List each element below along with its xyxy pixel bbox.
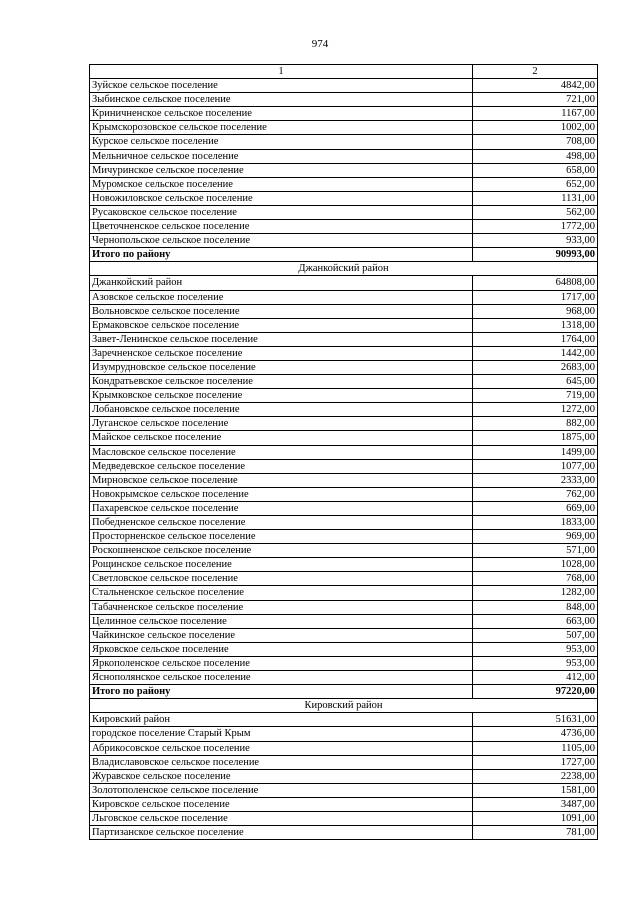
column-header-2: 2 [473,65,598,79]
settlement-name: Рощинское сельское поселение [90,558,473,572]
amount-value: 669,00 [473,501,598,515]
amount-value: 1875,00 [473,431,598,445]
amount-value: 1272,00 [473,403,598,417]
settlement-name: Новокрымское сельское поселение [90,487,473,501]
amount-value: 1282,00 [473,586,598,600]
amount-value: 1028,00 [473,558,598,572]
settlement-name: Светловское сельское поселение [90,572,473,586]
table-row [90,205,598,219]
total-value: 90993,00 [473,248,598,262]
section-title: Джанкойский район [90,262,598,276]
amount-value: 3487,00 [473,797,598,811]
settlement-name: Крымскорозовское сельское поселение [90,121,473,135]
settlement-name: Яркополенское сельское поселение [90,656,473,670]
table-row [90,473,598,487]
table-row [90,445,598,459]
table-row [90,501,598,515]
settlement-name: Целинное сельское поселение [90,614,473,628]
amount-value: 1105,00 [473,741,598,755]
table-row [90,191,598,205]
amount-value: 652,00 [473,177,598,191]
table-row [90,304,598,318]
amount-value: 663,00 [473,614,598,628]
table-row [90,642,598,656]
amount-value: 1581,00 [473,783,598,797]
table-row [90,360,598,374]
settlement-name: Русаковское сельское поселение [90,205,473,219]
amount-value: 571,00 [473,544,598,558]
settlement-name: Ярковское сельское поселение [90,642,473,656]
settlement-name: Мирновское сельское поселение [90,473,473,487]
settlement-name: Чернопольское сельское поселение [90,234,473,248]
settlement-name: Зуйское сельское поселение [90,79,473,93]
table-row [90,121,598,135]
amount-value: 1077,00 [473,459,598,473]
amount-value: 953,00 [473,656,598,670]
amount-value: 1091,00 [473,811,598,825]
page-number: 974 [311,38,329,50]
amount-value: 4736,00 [473,727,598,741]
amount-value: 658,00 [473,163,598,177]
amount-value: 2683,00 [473,360,598,374]
settlement-name: Джанкойский район [90,276,473,290]
amount-value: 2333,00 [473,473,598,487]
amount-value: 708,00 [473,135,598,149]
settlement-name: городское поселение Старый Крым [90,727,473,741]
table-row [90,290,598,304]
amount-value: 1318,00 [473,318,598,332]
settlement-name: Абрикосовское сельское поселение [90,741,473,755]
table-row [90,797,598,811]
table-row [90,459,598,473]
table-row [90,276,598,290]
settlement-name: Цветочненское сельское поселение [90,220,473,234]
settlement-name: Азовское сельское поселение [90,290,473,304]
amount-value: 848,00 [473,600,598,614]
table-row [90,516,598,530]
table-row [90,713,598,727]
table-header-row [90,65,598,79]
amount-value: 51631,00 [473,713,598,727]
settlement-name: Новожиловское сельское поселение [90,191,473,205]
table-row [90,177,598,191]
table-row [90,93,598,107]
total-label: Итого по району [90,248,473,262]
settlement-name: Владиславовское сельское поселение [90,755,473,769]
settlement-name: Просторненское сельское поселение [90,530,473,544]
amount-value: 645,00 [473,375,598,389]
amount-value: 507,00 [473,628,598,642]
amount-value: 1131,00 [473,191,598,205]
amount-value: 562,00 [473,205,598,219]
amount-value: 412,00 [473,671,598,685]
table-row [90,163,598,177]
settlement-name: Майское сельское поселение [90,431,473,445]
table-row [90,727,598,741]
settlement-name: Партизанское сельское поселение [90,826,473,840]
amount-value: 968,00 [473,304,598,318]
amount-value: 933,00 [473,234,598,248]
settlement-name: Зыбинское сельское поселение [90,93,473,107]
total-label: Итого по району [90,685,473,699]
settlement-name: Крымковское сельское поселение [90,389,473,403]
settlement-name: Завет-Ленинское сельское поселение [90,332,473,346]
amount-value: 1772,00 [473,220,598,234]
table-row [90,375,598,389]
settlement-name: Курское сельское поселение [90,135,473,149]
settlement-name: Победненское сельское поселение [90,516,473,530]
amount-value: 1833,00 [473,516,598,530]
settlement-name: Муромское сельское поселение [90,177,473,191]
table-row [90,220,598,234]
table-row [90,389,598,403]
settlement-name: Журавское сельское поселение [90,769,473,783]
settlement-name: Изумрудновское сельское поселение [90,360,473,374]
table-row [90,530,598,544]
table-row [90,600,598,614]
section-title: Кировский район [90,699,598,713]
table-row [90,586,598,600]
settlement-name: Чайкинское сельское поселение [90,628,473,642]
settlement-name: Золотополенское сельское поселение [90,783,473,797]
table-body [90,79,598,840]
settlement-name: Стальненское сельское поселение [90,586,473,600]
settlement-name: Кировское сельское поселение [90,797,473,811]
settlement-name: Луганское сельское поселение [90,417,473,431]
settlement-name: Лобановское сельское поселение [90,403,473,417]
amount-value: 1442,00 [473,346,598,360]
section-header-row [90,699,598,713]
settlement-name: Пахаревское сельское поселение [90,501,473,515]
table-row [90,558,598,572]
amount-value: 969,00 [473,530,598,544]
amount-value: 1167,00 [473,107,598,121]
table-row [90,431,598,445]
table-row [90,614,598,628]
total-value: 97220,00 [473,685,598,699]
budget-table [89,64,598,840]
table-row [90,403,598,417]
amount-value: 781,00 [473,826,598,840]
settlement-name: Масловское сельское поселение [90,445,473,459]
table-row [90,826,598,840]
settlement-name: Роскошненское сельское поселение [90,544,473,558]
settlement-name: Мельничное сельское поселение [90,149,473,163]
amount-value: 719,00 [473,389,598,403]
settlement-name: Заречненское сельское поселение [90,346,473,360]
amount-value: 721,00 [473,93,598,107]
table-row [90,628,598,642]
table-row [90,487,598,501]
settlement-name: Медведевское сельское поселение [90,459,473,473]
amount-value: 762,00 [473,487,598,501]
table-row [90,755,598,769]
settlement-name: Кондратьевское сельское поселение [90,375,473,389]
table-row [90,332,598,346]
table-row [90,656,598,670]
settlement-name: Яснополянское сельское поселение [90,671,473,685]
table-row [90,234,598,248]
table-row [90,769,598,783]
amount-value: 1764,00 [473,332,598,346]
table-row [90,318,598,332]
settlement-name: Криничненское сельское поселение [90,107,473,121]
table-row [90,107,598,121]
amount-value: 953,00 [473,642,598,656]
settlement-name: Вольновское сельское поселение [90,304,473,318]
table-row [90,417,598,431]
amount-value: 1002,00 [473,121,598,135]
amount-value: 4842,00 [473,79,598,93]
amount-value: 1717,00 [473,290,598,304]
district-total-row [90,248,598,262]
settlement-name: Ермаковское сельское поселение [90,318,473,332]
table-row [90,572,598,586]
table-row [90,741,598,755]
amount-value: 2238,00 [473,769,598,783]
table-row [90,135,598,149]
district-total-row [90,685,598,699]
amount-value: 1727,00 [473,755,598,769]
settlement-name: Кировский район [90,713,473,727]
amount-value: 64808,00 [473,276,598,290]
amount-value: 768,00 [473,572,598,586]
table-row [90,671,598,685]
table-row [90,544,598,558]
section-header-row [90,262,598,276]
table-row [90,811,598,825]
table-row [90,783,598,797]
settlement-name: Табачненское сельское поселение [90,600,473,614]
table-row [90,346,598,360]
table-row [90,79,598,93]
amount-value: 498,00 [473,149,598,163]
settlement-name: Льговское сельское поселение [90,811,473,825]
settlement-name: Мичуринское сельское поселение [90,163,473,177]
table-row [90,149,598,163]
amount-value: 1499,00 [473,445,598,459]
amount-value: 882,00 [473,417,598,431]
column-header-1: 1 [90,65,473,79]
